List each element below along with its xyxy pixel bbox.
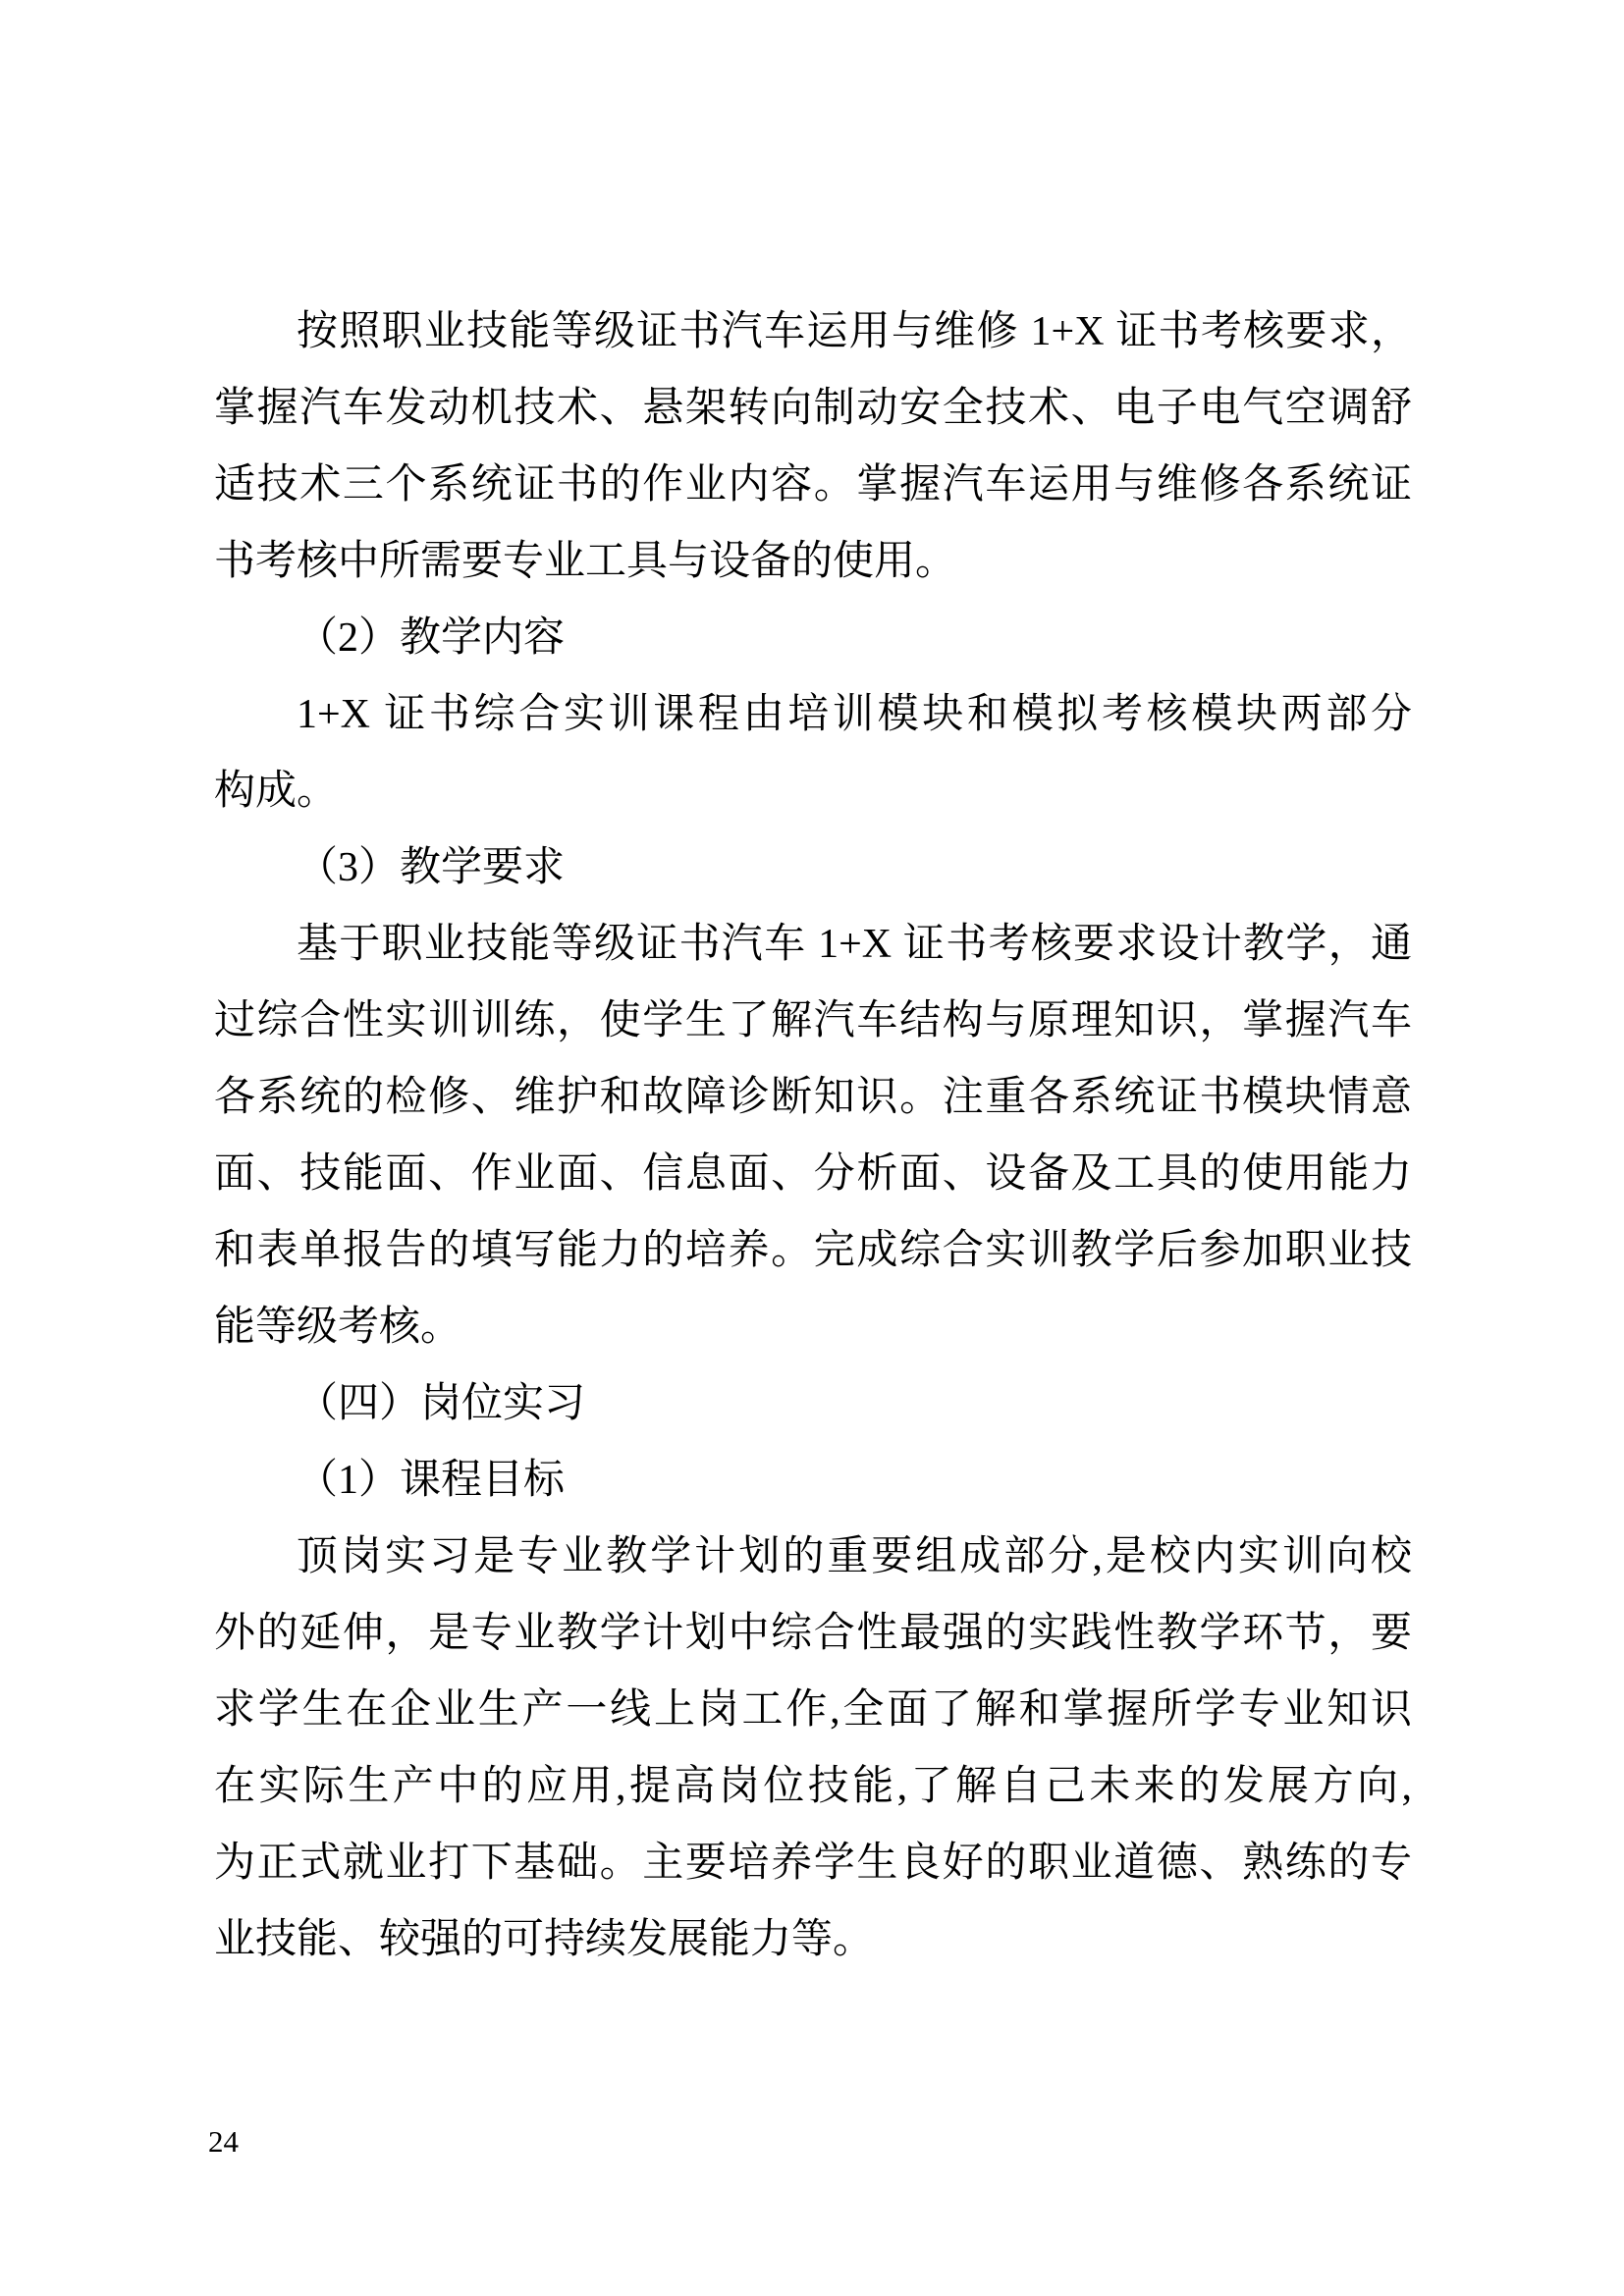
text-line: 在实际生产中的应用,提高岗位技能,了解自己未来的发展方向, <box>214 1764 1412 1809</box>
text-line: 和表单报告的填写能力的培养。完成综合实训教学后参加职业技 <box>214 1228 1412 1273</box>
text-line: 基于职业技能等级证书汽车 1+X 证书考核要求设计教学，通 <box>297 922 1412 967</box>
text-line: 求学生在企业生产一线上岗工作,全面了解和掌握所学专业知识 <box>214 1687 1412 1733</box>
text-line: 顶岗实习是专业教学计划的重要组成部分,是校内实训向校 <box>297 1534 1412 1579</box>
document-body <box>214 294 1412 1978</box>
text-line: （2）教学内容 <box>297 615 566 661</box>
text-line: 外的延伸，是专业教学计划中综合性最强的实践性教学环节，要 <box>214 1611 1412 1656</box>
text-line: 业技能、较强的可持续发展能力等。 <box>214 1917 875 1962</box>
text-line: 过综合性实训训练，使学生了解汽车结构与原理知识，掌握汽车 <box>214 998 1412 1043</box>
text-line: 适技术三个系统证书的作业内容。掌握汽车运用与维修各系统证 <box>214 462 1412 507</box>
text-line: 1+X 证书综合实训课程由培训模块和模拟考核模块两部分 <box>297 692 1412 737</box>
text-line: 为正式就业打下基础。主要培养学生良好的职业道德、熟练的专 <box>214 1841 1412 1886</box>
text-line: 能等级考核。 <box>214 1305 462 1350</box>
text-line: （1）课程目标 <box>297 1458 566 1503</box>
page-number: 24 <box>208 2124 239 2159</box>
text-line: 各系统的检修、维护和故障诊断知识。注重各系统证书模块情意 <box>214 1075 1412 1120</box>
text-line: 构成。 <box>214 769 339 814</box>
text-line: 掌握汽车发动机技术、悬架转向制动安全技术、电子电气空调舒 <box>214 386 1412 431</box>
text-line: （3）教学要求 <box>297 845 566 890</box>
text-line: （四）岗位实习 <box>297 1381 586 1426</box>
text-line: 面、技能面、作业面、信息面、分析面、设备及工具的使用能力 <box>214 1151 1412 1197</box>
text-line: 按照职业技能等级证书汽车运用与维修 1+X 证书考核要求， <box>297 309 1412 354</box>
text-line: 书考核中所需要专业工具与设备的使用。 <box>214 539 957 584</box>
